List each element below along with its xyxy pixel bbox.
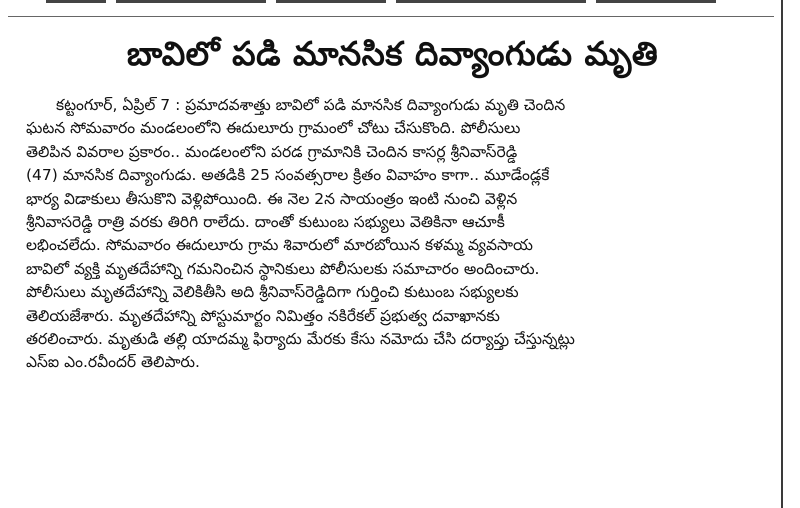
article-headline: బావిలో పడి మానసిక దివ్యాంగుడు మృతి (126, 34, 659, 73)
top-cropped-text-strip (46, 0, 736, 8)
article-line: తెలిపిన వివరాల ప్రకారం.. మండలంలోని పరడ గ్రామానికి చెందిన కాసర్ల శ్రీనివాస్‌రెడ్డి (26, 142, 518, 161)
article-line: శ్రీనివాసరెడ్డి రాత్రి వరకు తిరిగి రాలేదు. దాంతో కుటుంబ సభ్యులు వెతికినా ఆచూకీ (26, 213, 505, 232)
column-divider-rule (781, 0, 783, 508)
article-line: లభించలేదు. సోమవారం ఈదులూరు గ్రామ శివారులో మారబోయిన కళమ్మ వ్యవసాయ (26, 236, 533, 255)
article-line: ఎస్ఐ ఎం.రవీందర్ తెలిపారు. (26, 353, 200, 372)
article-line: తరలించారు. మృతుడి తల్లి యాదమ్మ ఫిర్యాదు మేరకు కేసు నమోదు చేసి దర్యాప్తు చేస్తున్నట్లు (26, 330, 575, 349)
article-line: భార్య విడాకులు తీసుకొని వెళ్లిపోయింది. ఈ నెల 2న సాయంత్రం ఇంటి నుంచి వెళ్లిన (26, 189, 518, 208)
article-body (26, 94, 766, 375)
top-divider-rule (8, 16, 774, 17)
article-line: ఘటన సోమవారం మండలంలోని ఈదులూరు గ్రామంలో చోటు చేసుకొంది. పోలీసులు (26, 119, 521, 138)
article-line: తెలియజేశారు. మృతదేహాన్ని పోస్టుమార్టం నిమిత్తం నకిరేకల్ ప్రభుత్వ దవాఖానకు (26, 306, 500, 325)
article-line: (47) మానసిక దివ్యాంగుడు. అతడికి 25 సంవత్సరాల క్రితం వివాహం కాగా.. మూడేండ్లకే (26, 166, 550, 185)
article-line: కట్టంగూర్, ఏప్రిల్ 7 : ప్రమాదవశాత్తు బావిలో పడి మానసిక దివ్యాంగుడు మృతి చెందిన (56, 96, 566, 114)
article-line: పోలీసులు మృతదేహాన్ని వెలికితీసి అది శ్రీనివాస్‌రెడ్డిదిగా గుర్తించి కుటుంబ సభ్యులకు (26, 283, 519, 302)
article-line: బావిలో వ్యక్తి మృతదేహాన్ని గమనించిన స్థానికులు పోలీసులకు సమాచారం అందించారు. (26, 259, 540, 278)
